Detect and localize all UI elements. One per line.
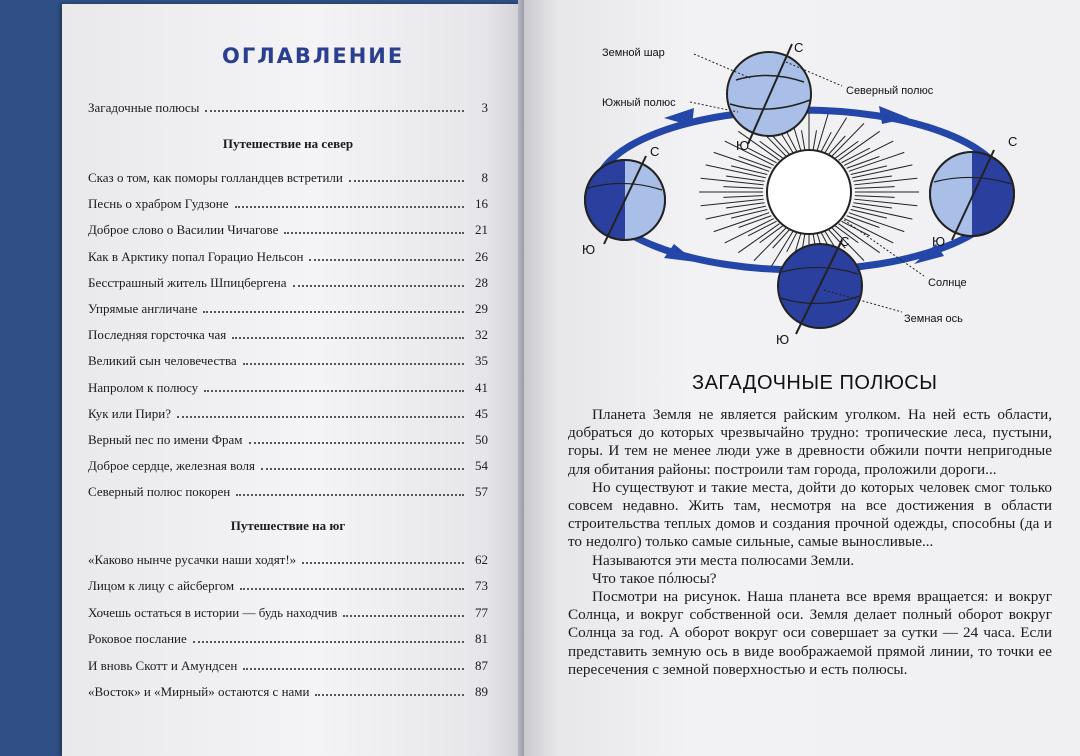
sun-ray	[723, 196, 763, 198]
pole-north-letter: С	[840, 234, 850, 249]
pole-south-letter: Ю	[582, 242, 596, 257]
article-paragraph: Называются эти места полюсами Земли.	[592, 551, 855, 569]
toc-entry[interactable]	[88, 682, 488, 700]
dot-leader	[284, 232, 464, 234]
toc-entry[interactable]	[88, 456, 488, 474]
article-title: ЗАГАДОЧНЫЕ ПОЛЮСЫ	[692, 372, 938, 394]
sun-ray	[825, 118, 847, 154]
toc-entry-title: Северный полюс покорен	[88, 484, 231, 500]
sun-ray	[723, 187, 763, 189]
globe-bottom	[778, 240, 862, 334]
toc-entry-title: Бесстрашный житель Шпицбергена	[88, 274, 287, 290]
toc-entry[interactable]	[88, 550, 488, 568]
globe-top	[727, 44, 811, 144]
sun-ray	[854, 199, 917, 206]
sun-ray	[787, 132, 797, 152]
toc-entry-title: Упрямые англичане	[88, 301, 198, 316]
sun-ray	[821, 132, 831, 152]
toc-entry-page: 45	[475, 405, 488, 421]
toc-entry[interactable]	[88, 168, 488, 186]
toc-entry-page: 62	[475, 552, 488, 567]
sun-ray	[738, 224, 779, 253]
toc-entry[interactable]	[88, 220, 488, 238]
toc-entry[interactable]	[88, 325, 488, 343]
sun-ray	[832, 123, 864, 156]
sun-ray	[725, 141, 774, 165]
sun-ray	[701, 199, 764, 206]
right-page	[524, 0, 1080, 756]
article-paragraph: Посмотри на рисунок. Наша планета все время вращается: и вокруг Солнца, и вокруг собственной оси. Земля делает полный оборот вокруг Солнца за год. А оборот вокруг оси совершает за сутки — 24 часа. Если представить земную ось в виде воображаемой прямой линии, то точки ее пересечения с земной поверхностью и есть полюсы.	[568, 588, 1052, 678]
pole-north-letter: С	[1008, 134, 1018, 149]
toc-entry-page: 77	[475, 604, 488, 620]
toc-entry-title: И вновь Скотт и Амундсен	[88, 657, 238, 673]
toc-entry-page: 32	[475, 327, 488, 343]
toc-entry[interactable]	[88, 404, 488, 422]
label-north-pole: Северный полюс	[846, 85, 934, 97]
dot-leader	[232, 337, 464, 339]
sun-ray	[844, 219, 893, 243]
toc-entry-page: 81	[475, 631, 488, 647]
orbit-diagram	[524, 0, 1080, 370]
sun-ray	[855, 196, 895, 198]
toc-entry-page: 26	[475, 248, 488, 264]
dot-leader	[293, 285, 464, 287]
toc-entry-title: «Восток» и «Мирный» остаются с нами	[88, 684, 310, 699]
toc-entry[interactable]	[88, 482, 488, 500]
toc-entry-title: Как в Арктику попал Горацио Нельсон	[88, 248, 304, 264]
dot-leader	[315, 694, 464, 696]
toc-entry-title: Великий сын человечества	[88, 353, 237, 369]
article-paragraph: Планета Земля не является райским уголком. На ней есть области, добраться до которых чрезвычайно трудно: тропические леса, пустыни, горы. И тем не менее люди уже в древности обжили почти непригодные для обитания районы: построили там города, проложили дороги...	[568, 406, 1052, 478]
toc-entry-title: Песнь о храбром Гудзоне	[88, 196, 229, 212]
sun-ray	[851, 166, 887, 175]
toc-entry-page: 89	[475, 684, 488, 699]
toc-entry[interactable]	[88, 299, 488, 317]
left-page	[62, 4, 522, 756]
toc-entry[interactable]	[88, 430, 488, 448]
toc-entry[interactable]	[88, 576, 488, 594]
toc-entry[interactable]	[88, 247, 488, 265]
globe-left	[585, 156, 665, 244]
sun-icon	[767, 150, 851, 234]
pole-south-letter: Ю	[932, 234, 946, 249]
pole-north-letter: С	[650, 144, 660, 159]
toc-entry-page: 57	[475, 484, 488, 500]
toc-entry-page: 16	[475, 196, 488, 212]
orbit-arrow-icon	[664, 244, 696, 262]
sun-ray	[817, 114, 828, 151]
toc-entry-page: 35	[475, 353, 488, 369]
sun-ray	[813, 130, 816, 150]
toc-entry-title: Лицом к лицу с айсбергом	[88, 578, 235, 594]
dot-leader	[343, 615, 464, 617]
toc-entry-page: 87	[475, 657, 488, 673]
article-paragraph: Но существуют и такие места, дойти до которых человек смог только совсем недавно. Жить там, несмотря на все достижения в области строительства теплых домов и создания прочной одежды, способны (да и то недолго) только самые сильные, самые выносливые...	[568, 478, 1052, 551]
toc-entry-page: 21	[475, 222, 488, 238]
dot-leader	[302, 562, 464, 564]
dot-leader	[243, 363, 464, 365]
dot-leader	[203, 311, 464, 313]
label-sun: Солнце	[928, 277, 967, 289]
globe-right	[930, 150, 1014, 240]
toc-entry-page: 54	[475, 458, 488, 474]
toc-entry-title: «Каково нынче русачки наши ходят!»	[88, 552, 297, 567]
dot-leader	[240, 588, 464, 590]
toc-entry-title: Роковое послание	[88, 631, 187, 647]
dot-leader	[235, 206, 464, 208]
toc-entry-page: 28	[475, 274, 488, 290]
toc-entry[interactable]	[88, 351, 488, 369]
toc-entry-title: Хочешь остаться в истории — будь находчив	[88, 604, 338, 620]
toc-entry[interactable]	[88, 194, 488, 212]
toc-entry-title: Напролом к полюсу	[88, 379, 199, 395]
toc-entry[interactable]	[88, 603, 488, 621]
toc-entry[interactable]	[88, 656, 488, 674]
dot-leader	[261, 468, 464, 470]
pole-north-letter: С	[794, 40, 804, 55]
toc-entry[interactable]	[88, 378, 488, 396]
sun-ray	[854, 178, 917, 185]
sun-ray	[787, 232, 797, 252]
sun-ray	[839, 131, 880, 160]
toc-entry-title: Кук или Пири?	[88, 405, 171, 421]
toc-entry-page: 41	[475, 379, 488, 395]
pole-south-letter: Ю	[736, 138, 750, 153]
sun-ray	[855, 187, 895, 189]
toc-entry[interactable]	[88, 273, 488, 291]
toc-entry-page: 8	[481, 170, 488, 185]
label-globe: Земной шар	[602, 47, 665, 59]
toc-section-south: Путешествие на юг	[230, 518, 346, 533]
toc-entry-title: Загадочные полюсы	[88, 100, 200, 115]
toc-section-north: Путешествие на север	[222, 136, 354, 151]
dot-leader	[236, 494, 464, 496]
dot-leader	[205, 110, 464, 112]
sun-ray	[754, 228, 786, 261]
toc-entry-page: 73	[475, 578, 488, 594]
sun-ray	[802, 130, 805, 150]
toc-entry[interactable]	[88, 98, 488, 116]
dot-leader	[204, 390, 464, 392]
pole-south-letter: Ю	[776, 332, 790, 347]
toc-entry-title: Верный пес по имени Фрам	[88, 432, 243, 447]
dot-leader	[309, 259, 464, 261]
dot-leader	[193, 641, 464, 643]
article-paragraph: Что такое пóлюсы?	[592, 569, 717, 587]
sun-ray	[844, 141, 893, 165]
toc-entry-title: Доброе сердце, железная воля	[88, 458, 255, 474]
toc-title: ОГЛАВЛЕНИЕ	[222, 44, 405, 68]
article-body	[568, 406, 1052, 679]
toc-entry-title: Последняя горсточка чая	[88, 327, 227, 343]
dot-leader	[243, 668, 464, 670]
sun-ray	[725, 219, 774, 243]
label-south-pole: Южный полюс	[602, 97, 676, 109]
toc-entry-title: Сказ о том, как поморы голландцев встретили	[88, 170, 343, 185]
toc-entry-page: 3	[481, 100, 488, 115]
sun-ray	[701, 178, 764, 185]
dot-leader	[249, 442, 464, 444]
toc-entry[interactable]	[88, 629, 488, 647]
sun-ray	[731, 209, 767, 218]
dot-leader	[177, 416, 464, 418]
toc-entry-page: 29	[475, 301, 488, 316]
toc-entry-title: Доброе слово о Василии Чичагове	[88, 222, 279, 238]
dot-leader	[349, 180, 464, 182]
toc-entry-page: 50	[475, 432, 488, 447]
sun-ray	[731, 166, 767, 175]
sun-ray	[851, 209, 887, 218]
label-axis: Земная ось	[904, 313, 963, 325]
